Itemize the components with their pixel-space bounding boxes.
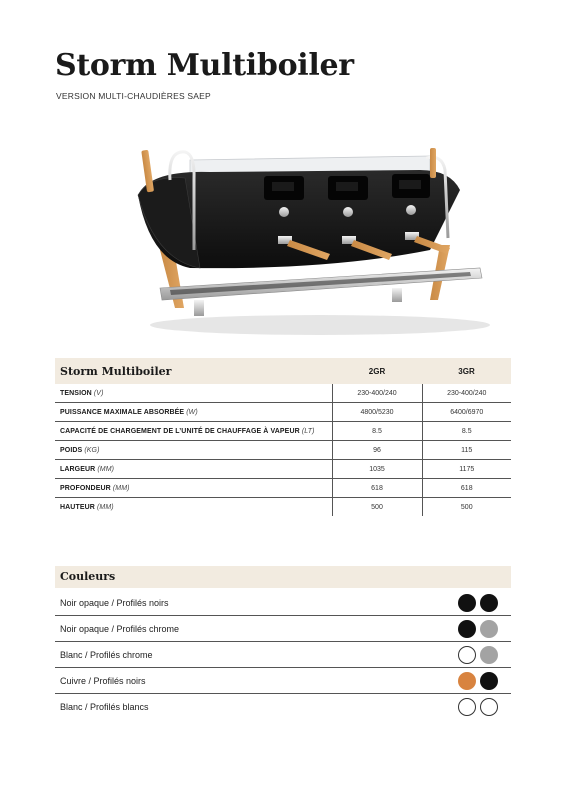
colors-list: [55, 590, 511, 720]
row-label: PUISSANCE MAXIMALE ABSORBÉE (W): [55, 403, 332, 422]
row-label: CAPACITÉ DE CHARGEMENT DE L’UNITÉ DE CHAUFFAGE À VAPEUR (LT): [55, 422, 332, 441]
column-3gr: 3GR: [422, 358, 511, 384]
colors-heading: Couleurs: [55, 566, 511, 588]
page-subtitle: VERSION MULTI-CHAUDIÈRES SAEP: [56, 91, 211, 101]
color-swatch: [458, 646, 476, 664]
value-3gr: 115: [422, 441, 511, 460]
spec-table-name: Storm Multiboiler: [55, 358, 332, 384]
table-row: [55, 384, 511, 403]
espresso-machine-illustration: [130, 140, 490, 340]
table-row: [55, 441, 511, 460]
value-3gr: 500: [422, 498, 511, 517]
value-2gr: 618: [332, 479, 422, 498]
list-item: [55, 616, 511, 642]
color-swatch: [458, 594, 476, 612]
color-swatches: [458, 646, 498, 664]
spec-table-header: [55, 358, 511, 384]
color-swatch: [480, 646, 498, 664]
color-swatches: [458, 620, 498, 638]
page-title: Storm Multiboiler: [55, 48, 354, 83]
color-swatch: [458, 672, 476, 690]
row-label: POIDS (KG): [55, 441, 332, 460]
value-2gr: 8.5: [332, 422, 422, 441]
table-row: [55, 479, 511, 498]
color-swatches: [458, 672, 498, 690]
color-swatch: [480, 594, 498, 612]
color-option-label: Noir opaque / Profilés chrome: [60, 623, 180, 634]
color-swatch: [458, 698, 476, 716]
list-item: [55, 694, 511, 720]
color-swatch: [458, 620, 476, 638]
value-2gr: 4800/5230: [332, 403, 422, 422]
table-row: [55, 422, 511, 441]
row-label: HAUTEUR (MM): [60, 503, 114, 511]
value-2gr: 230-400/240: [332, 384, 422, 403]
value-2gr: 1035: [332, 460, 422, 479]
color-option-label: Blanc / Profilés blancs: [60, 702, 149, 712]
value-2gr: 96: [332, 441, 422, 460]
row-label: LARGEUR (MM): [55, 460, 332, 479]
list-item: [55, 642, 511, 668]
spec-table: [55, 358, 511, 516]
row-label: PROFONDEUR (MM): [55, 479, 332, 498]
value-3gr: 6400/6970: [422, 403, 511, 422]
value-3gr: 8.5: [422, 422, 511, 441]
list-item: [55, 668, 511, 694]
column-2gr: 2GR: [332, 358, 422, 384]
value-3gr: 618: [422, 479, 511, 498]
table-row: [55, 460, 511, 479]
table-row: [55, 498, 511, 517]
color-option-label: Noir opaque / Profilés noirs: [60, 597, 169, 608]
value-2gr: 500: [332, 498, 422, 517]
color-option-label: Blanc / Profilés chrome: [60, 649, 153, 660]
value-3gr: 230-400/240: [422, 384, 511, 403]
table-row: [55, 403, 511, 422]
color-swatch: [480, 698, 498, 716]
value-3gr: 1175: [422, 460, 511, 479]
row-label: TENSION (V): [55, 384, 332, 403]
list-item: [55, 590, 511, 616]
color-swatch: [480, 620, 498, 638]
color-option-label: Cuivre / Profilés noirs: [60, 675, 146, 686]
color-swatch: [480, 672, 498, 690]
color-swatches: [458, 594, 498, 612]
color-swatches: [458, 698, 498, 716]
